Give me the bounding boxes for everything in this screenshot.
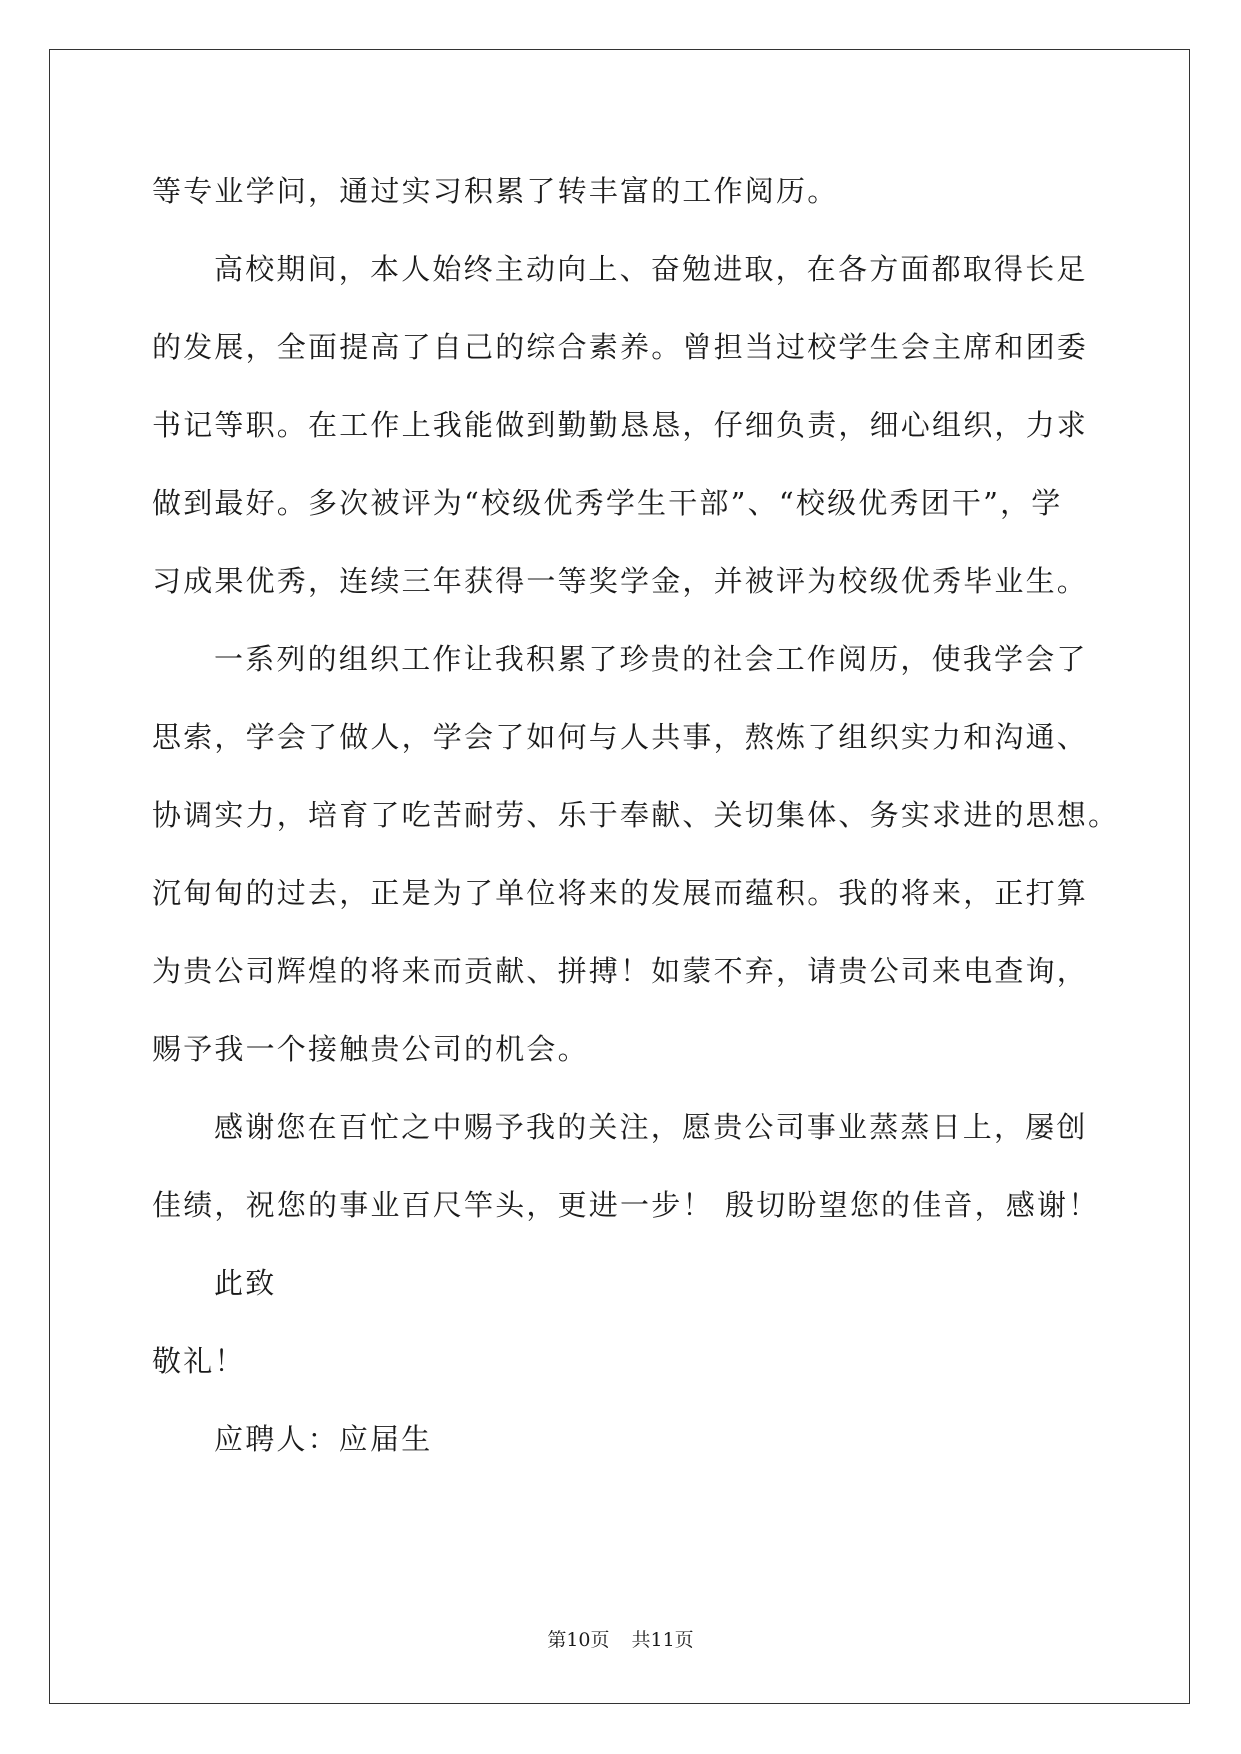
body-line-6: 习成果优秀，连续三年获得一等奖学金，并被评为校级优秀毕业生。	[152, 564, 1089, 598]
signature-applicant: 应聘人：应届生	[214, 1422, 433, 1456]
body-line-12: 赐予我一个接触贵公司的机会。	[152, 1032, 589, 1066]
body-line-8: 思索，学会了做人，学会了如何与人共事，熬炼了组织实力和沟通、	[152, 720, 1089, 754]
body-line-5: 做到最好。多次被评为“校级优秀学生干部”、“校级优秀团干”，学	[152, 486, 1063, 520]
page-number-current: 第10页	[547, 1629, 610, 1651]
body-line-2: 高校期间，本人始终主动向上、奋勉进取，在各方面都取得长足	[214, 252, 1088, 286]
body-line-9: 协调实力，培育了吃苦耐劳、乐于奉献、关切集体、务实求进的思想。	[152, 798, 1120, 832]
body-line-11: 为贵公司辉煌的将来而贡献、拼搏！如蒙不弃，请贵公司来电查询，	[152, 954, 1089, 988]
body-line-10: 沉甸甸的过去，正是为了单位将来的发展而蕴积。我的将来，正打算	[152, 876, 1089, 910]
body-line-3: 的发展，全面提高了自己的综合素养。曾担当过校学生会主席和团委	[152, 330, 1089, 364]
closing-ci-zhi: 此致	[214, 1266, 277, 1300]
page-number-total: 共11页	[631, 1629, 694, 1651]
body-line-7: 一系列的组织工作让我积累了珍贵的社会工作阅历，使我学会了	[214, 642, 1088, 676]
body-line-13: 感谢您在百忙之中赐予我的关注，愿贵公司事业蒸蒸日上，屡创	[214, 1110, 1088, 1144]
body-line-14: 佳绩，祝您的事业百尺竿头，更进一步！ 殷切盼望您的佳音，感谢！	[152, 1188, 1100, 1222]
closing-jing-li: 敬礼！	[152, 1344, 246, 1378]
page-footer	[0, 1628, 1241, 1652]
body-line-1: 等专业学问，通过实习积累了转丰富的工作阅历。	[152, 174, 839, 208]
body-line-4: 书记等职。在工作上我能做到勤勤恳恳，仔细负责，细心组织，力求	[152, 408, 1089, 442]
